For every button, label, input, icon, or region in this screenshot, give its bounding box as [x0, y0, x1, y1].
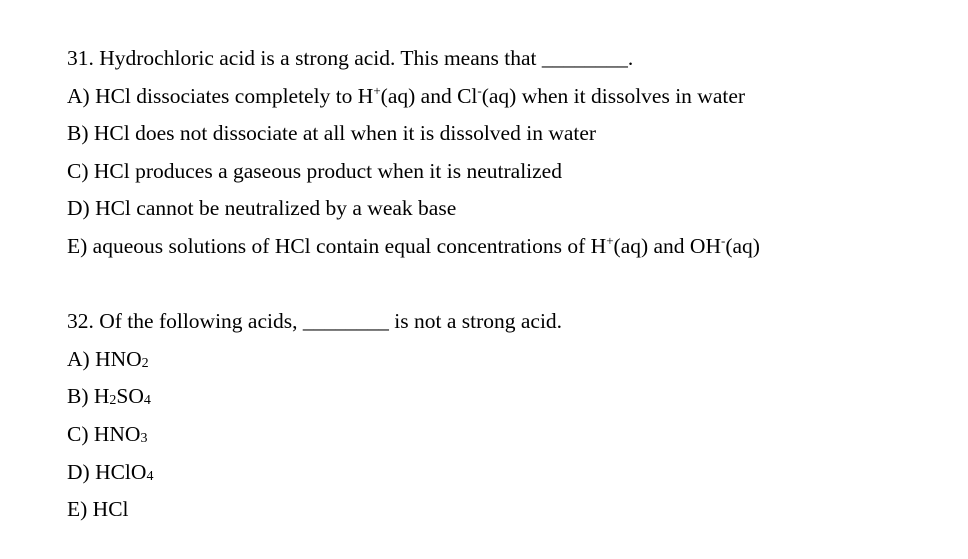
- answer-blank: ________: [302, 309, 389, 334]
- option-text: (aq) when it dissolves in water: [481, 83, 746, 108]
- option-text: HCl dissociates completely to H: [95, 83, 374, 108]
- superscript: +: [373, 82, 381, 98]
- formula: HCl: [92, 497, 129, 522]
- question-32-option-e: [67, 491, 957, 529]
- option-text: HCl produces a gaseous product when it is neutralized: [93, 158, 562, 183]
- question-number: 31.: [67, 46, 94, 70]
- option-letter: B): [67, 121, 89, 146]
- question-32-option-c: [67, 416, 957, 454]
- subscript: 4: [146, 468, 154, 484]
- question-text: Of the following acids,: [99, 309, 298, 334]
- option-letter: B): [67, 384, 89, 409]
- document-page: [67, 40, 957, 529]
- option-text: (aq): [725, 233, 760, 258]
- question-32-option-d: [67, 454, 957, 492]
- question-31-option-e: [67, 228, 957, 266]
- question-32-option-a: [67, 341, 957, 379]
- question-number: 32.: [67, 309, 94, 334]
- subscript: 4: [143, 393, 151, 409]
- question-31-option-a: [67, 78, 957, 116]
- formula: SO: [116, 384, 144, 409]
- option-text: HCl does not dissociate at all when it is dissolved in water: [93, 121, 597, 146]
- question-spacer: [67, 266, 957, 304]
- question-32-option-b: [67, 378, 957, 416]
- option-letter: C): [67, 158, 89, 183]
- formula: HClO: [95, 459, 147, 484]
- answer-blank: ________: [541, 46, 628, 70]
- option-letter: D): [67, 196, 90, 221]
- question-31-stem: [67, 40, 957, 78]
- option-text: (aq) and OH: [613, 233, 721, 258]
- option-letter: A): [67, 346, 90, 371]
- option-text: (aq) and Cl: [380, 83, 478, 108]
- formula: HNO: [93, 421, 141, 446]
- question-end: is not a strong acid.: [394, 309, 563, 334]
- formula: H: [93, 384, 110, 409]
- superscript: -: [477, 82, 482, 98]
- option-letter: C): [67, 421, 89, 446]
- subscript: 3: [140, 430, 148, 446]
- formula: HNO: [95, 346, 142, 371]
- option-text: HCl cannot be neutralized by a weak base: [95, 196, 457, 221]
- question-32-stem: [67, 303, 957, 341]
- question-end: .: [627, 46, 634, 70]
- subscript: 2: [141, 355, 149, 371]
- option-text: aqueous solutions of HCl contain equal concentrations of H: [92, 233, 607, 258]
- question-31-option-d: [67, 190, 957, 228]
- option-letter: E): [67, 497, 88, 522]
- option-letter: D): [67, 459, 90, 484]
- question-31-option-c: [67, 153, 957, 191]
- option-letter: A): [67, 83, 90, 108]
- superscript: -: [721, 232, 726, 248]
- superscript: +: [606, 232, 614, 248]
- option-letter: E): [67, 233, 88, 258]
- question-31-option-b: [67, 115, 957, 153]
- question-text: Hydrochloric acid is a strong acid. This means that: [99, 46, 537, 70]
- subscript: 2: [109, 393, 117, 409]
